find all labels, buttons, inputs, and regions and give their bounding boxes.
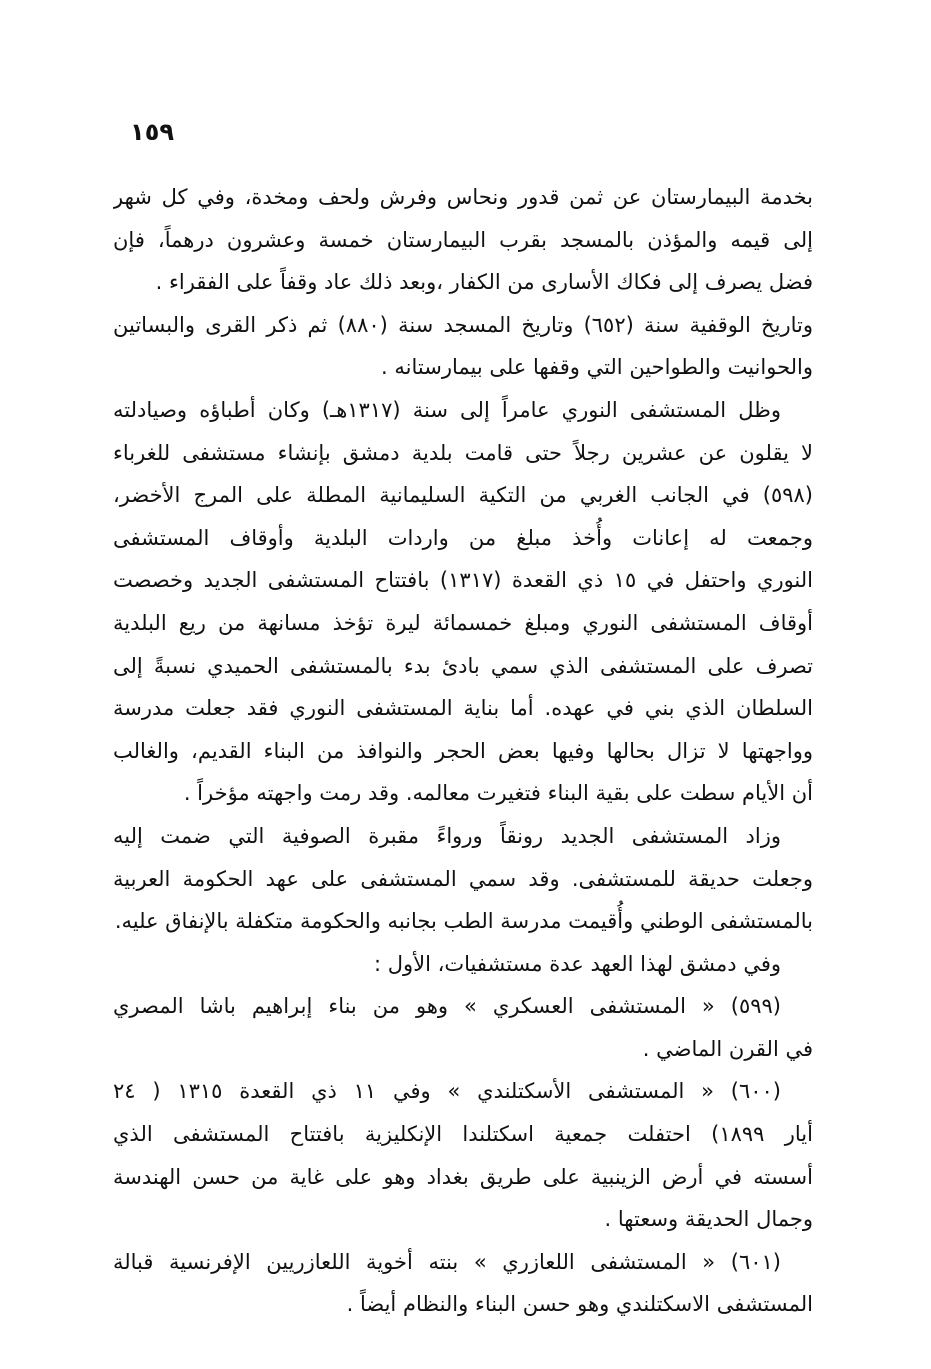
text-line: (٥٩٩) « المستشفى العسكري » وهو من بناء إبراهيم باشا المصري [113,994,781,1019]
text-line: وتاريخ الوقفية سنة (٦٥٢) وتاريخ المسجد سنة (٨٨٠) ثم ذكر القرى والبساتين [113,312,813,337]
text-line: وجعلت حديقة للمستشفى. وقد سمي المستشفى على عهد الحكومة العربية [113,866,813,891]
text-line: أيار ١٨٩٩) احتفلت جمعية اسكتلندا الإنكليزية بافتتاح المستشفى الذي [113,1122,813,1147]
text-line: بخدمة البيمارستان عن ثمن قدور ونحاس وفرش ولحف ومخدة، وفي كل شهر [113,185,813,209]
text-line: وجمعت له إعانات وأُخذ مبلغ من واردات البلدية وأوقاف المستشفى [113,525,813,550]
text-line: المستشفى الاسكتلندي وهو حسن البناء والنظام أيضاً . [346,1292,813,1317]
text-line: تصرف على المستشفى الذي سمي بادئ بدء بالمستشفى الحميدي نسبةً إلى [113,653,813,678]
page-number: ١٥٩ [130,118,174,146]
text-line: والحوانيت والطواحين التي وقفها على بيمارستانه . [381,355,813,380]
text-line: وواجهتها لا تزال بحالها وفيها بعض الحجر والنوافذ من البناء القديم، والغالب [113,738,813,763]
text-line: وزاد المستشفى الجديد رونقاً ورواءً مقبرة الصوفية التي ضمت إليه [113,823,781,848]
text-line: في القرن الماضي . [642,1036,813,1061]
text-line: فضل يصرف إلى فكاك الأسارى من الكفار ،وبعد ذلك عاد وقفاً على الفقراء . [155,270,813,295]
text-line: وفي دمشق لهذا العهد عدة مستشفيات، الأول : [373,951,781,976]
text-line: أن الأيام سطت على بقية البناء فتغيرت معالمه. وقد رمت واجهته مؤخراً . [183,781,813,806]
body-text [113,176,813,1326]
text-line: وجمال الحديقة وسعتها . [604,1207,813,1232]
text-line: بالمستشفى الوطني وأُقيمت مدرسة الطب بجانبه والحكومة متكفلة بالإنفاق عليه. [114,909,813,934]
text-line: السلطان الذي بني في عهده. أما بناية المستشفى النوري فقد جعلت مدرسة [113,696,813,721]
text-line: وظل المستشفى النوري عامراً إلى سنة (١٣١٧هـ) وكان أطباؤه وصيادلته [113,397,781,422]
text-line: النوري واحتفل في ١٥ ذي القعدة (١٣١٧) بافتتاح المستشفى الجديد وخصصت [113,568,813,593]
text-line: لا يقلون عن عشرين رجلاً حتى قامت بلدية دمشق بإنشاء مستشفى للغرباء [113,440,813,465]
text-line: (٦٠٠) « المستشفى الأسكتلندي » وفي ١١ ذي القعدة ١٣١٥ ( ٢٤ [113,1079,781,1104]
text-line: أسسته في أرض الزينبية على طريق بغداد وهو على غاية من حسن الهندسة [113,1164,813,1189]
text-line: أوقاف المستشفى النوري ومبلغ خمسمائة ليرة تؤخذ مسانهة من ريع البلدية [113,610,813,635]
text-line: إلى قيمه والمؤذن بالمسجد بقرب البيمارستان خمسة وعشرون درهماً، فإن [113,227,813,252]
text-line: (٥٩٨) في الجانب الغربي من التكية السليمانية المطلة على المرج الأخضر، [113,483,813,508]
text-line: (٦٠١) « المستشفى اللعازري » بنته أخوية اللعازريين الإفرنسية قبالة [113,1249,781,1274]
